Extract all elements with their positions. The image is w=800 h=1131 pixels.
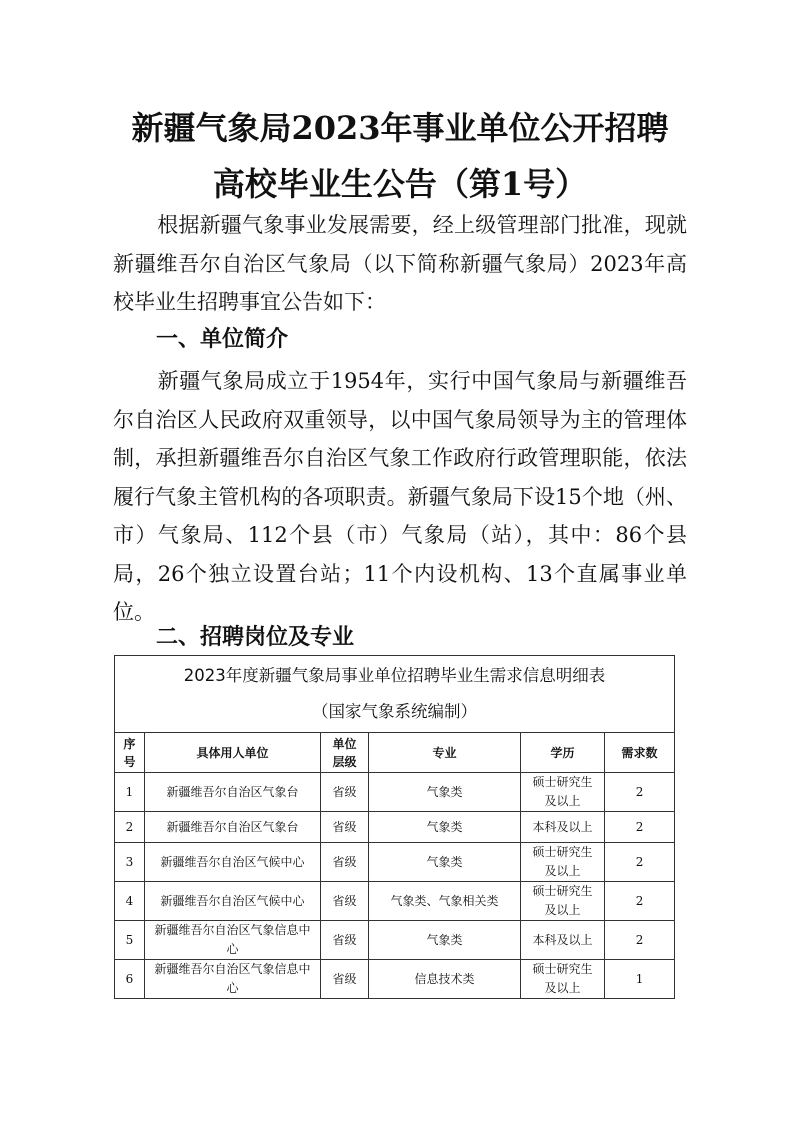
table-header-row: [115, 733, 675, 773]
cell-degree: 硕士研究生及以上: [521, 960, 605, 999]
cell-degree: 本科及以上: [521, 921, 605, 960]
intro-paragraph: [113, 206, 687, 322]
cell-unit: 新疆维吾尔自治区气候中心: [145, 843, 321, 882]
cell-level: 省级: [321, 960, 369, 999]
section-1-text: 新疆气象局成立于1954年，实行中国气象局与新疆维吾尔自治区人民政府双重领导，以中国气象局领导为主的管理体制，承担新疆维吾尔自治区气象工作政府行政管理职能，依法履行气象主管机构的各项职责。新疆气象局下设15个地（州、市）气象局、112个县（市）气象局（站），其中：86个县局，26个独立设置台站；11个内设机构、13个直属事业单位。: [113, 369, 687, 624]
table-row: [115, 843, 675, 882]
header-seq: 序号: [115, 733, 145, 773]
header-major: 专业: [369, 733, 521, 773]
table-row: [115, 812, 675, 843]
document-title-line-2: 高校毕业生公告（第1号）: [212, 165, 588, 203]
table-row: [115, 960, 675, 999]
cell-seq: 1: [115, 773, 145, 812]
cell-major: 气象类: [369, 773, 521, 812]
cell-count: 2: [605, 843, 675, 882]
section-2-heading: 二、招聘岗位及专业: [156, 625, 355, 650]
cell-degree: 硕士研究生及以上: [521, 773, 605, 812]
cell-level: 省级: [321, 773, 369, 812]
cell-seq: 5: [115, 921, 145, 960]
table-row: [115, 921, 675, 960]
cell-seq: 2: [115, 812, 145, 843]
cell-level: 省级: [321, 812, 369, 843]
cell-count: 1: [605, 960, 675, 999]
cell-count: 2: [605, 773, 675, 812]
table-row: [115, 882, 675, 921]
cell-count: 2: [605, 882, 675, 921]
cell-seq: 6: [115, 960, 145, 999]
cell-major: 气象类: [369, 921, 521, 960]
table-caption: [115, 656, 675, 733]
cell-major: 气象类、气象相关类: [369, 882, 521, 921]
cell-major: 信息技术类: [369, 960, 521, 999]
cell-unit: 新疆维吾尔自治区气象信息中心: [145, 921, 321, 960]
recruitment-table: [114, 655, 675, 999]
cell-unit: 新疆维吾尔自治区气象信息中心: [145, 960, 321, 999]
cell-degree: 本科及以上: [521, 812, 605, 843]
cell-count: 2: [605, 921, 675, 960]
cell-degree: 硕士研究生及以上: [521, 882, 605, 921]
cell-unit: 新疆维吾尔自治区气象台: [145, 812, 321, 843]
header-level: 单位层级: [321, 733, 369, 773]
header-unit: 具体用人单位: [145, 733, 321, 773]
cell-unit: 新疆维吾尔自治区气象台: [145, 773, 321, 812]
cell-level: 省级: [321, 882, 369, 921]
header-degree: 学历: [521, 733, 605, 773]
header-count: 需求数: [605, 733, 675, 773]
section-1-heading: 一、单位简介: [156, 327, 289, 352]
cell-major: 气象类: [369, 812, 521, 843]
recruitment-table-wrapper: [114, 655, 674, 999]
cell-degree: 硕士研究生及以上: [521, 843, 605, 882]
cell-seq: 4: [115, 882, 145, 921]
cell-major: 气象类: [369, 843, 521, 882]
table-caption-line-2: （国家气象系统编制）: [312, 702, 478, 721]
intro-text: 根据新疆气象事业发展需要，经上级管理部门批准，现就新疆维吾尔自治区气象局（以下简称新疆气象局）2023年高校毕业生招聘事宜公告如下：: [113, 213, 687, 314]
table-row: [115, 773, 675, 812]
cell-count: 2: [605, 812, 675, 843]
table-caption-line-1: 2023年度新疆气象局事业单位招聘毕业生需求信息明细表: [183, 666, 606, 685]
cell-level: 省级: [321, 843, 369, 882]
document-title-line-1: 新疆气象局2023年事业单位公开招聘: [131, 109, 669, 147]
cell-level: 省级: [321, 921, 369, 960]
cell-unit: 新疆维吾尔自治区气候中心: [145, 882, 321, 921]
cell-seq: 3: [115, 843, 145, 882]
section-1-paragraph: [113, 362, 687, 632]
